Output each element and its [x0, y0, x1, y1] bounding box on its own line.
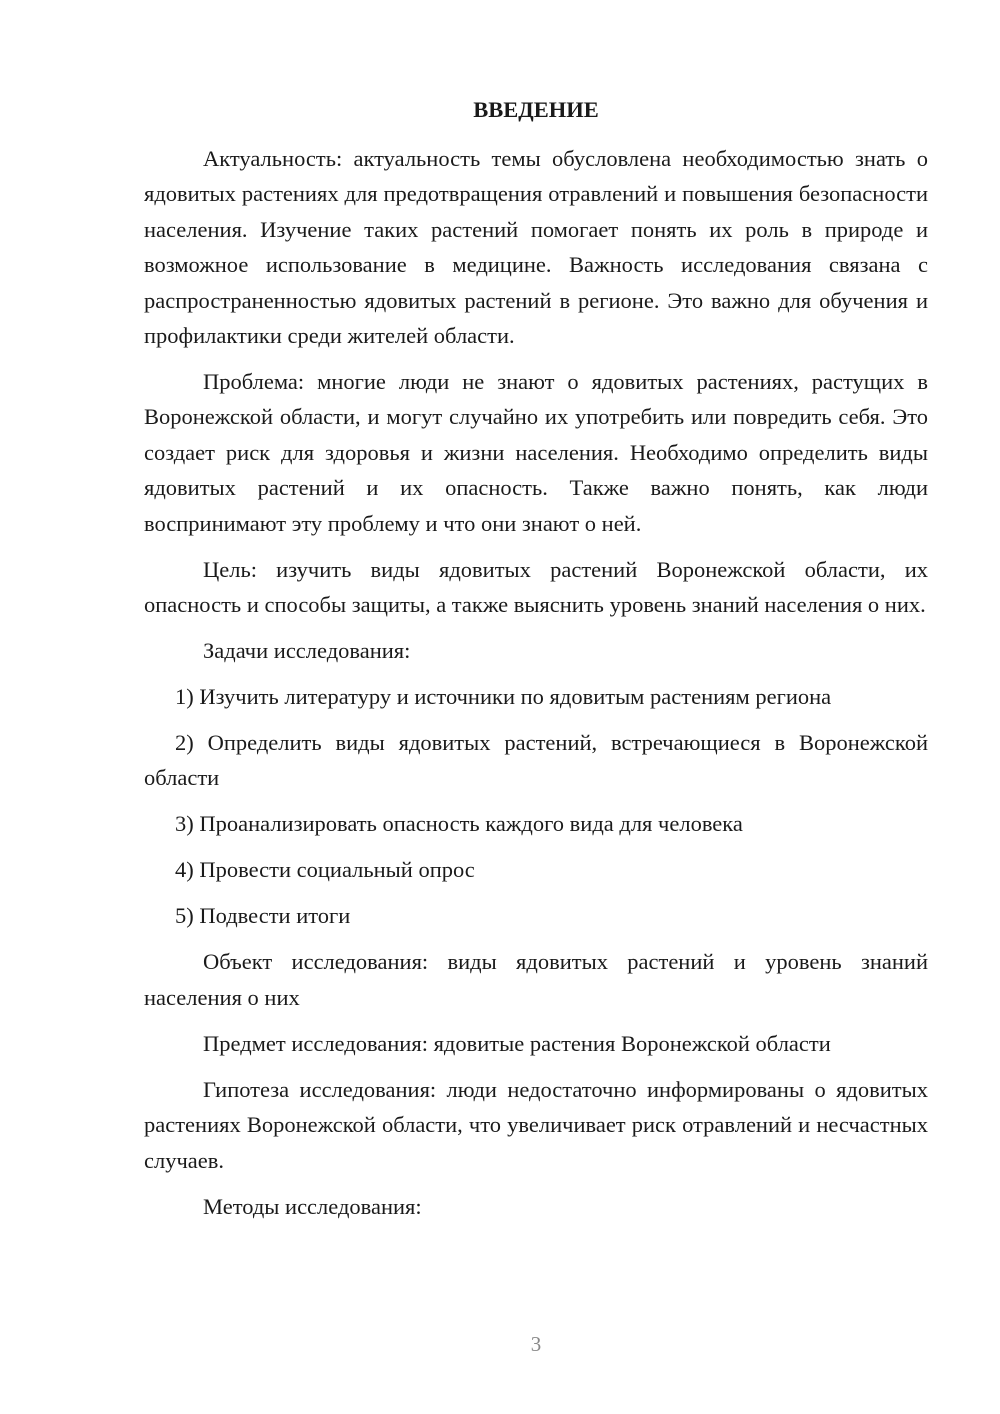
page-title: ВВЕДЕНИЕ	[473, 97, 599, 122]
paragraph-tasks-heading: Задачи исследования:	[203, 638, 411, 664]
task-item-5: 5) Подвести итоги	[175, 903, 351, 929]
page-number: 3	[530, 1332, 542, 1356]
paragraph-problem: Проблема: многие люди не знают о ядовитых растениях, растущих в Воронежской области, и могут случайно их употребить или повредить себя. Это создает риск для здоровья и жизни населения. Необходимо определить виды ядовитых растений и их опасность. Также важно понять, как люди воспринимают эту проблему и что они знают о ней.	[144, 369, 928, 536]
paragraph-relevance: Актуальность: актуальность темы обусловлена необходимостью знать о ядовитых растениях для предотвращения отравлений и повышения безопасности населения. Изучение таких растений помогает понять их роль в природе и возможное использование в медицине. Важность исследования связана с распространенностью ядовитых растений в регионе. Это важно для обучения и профилактики среди жителей области.	[144, 146, 928, 349]
paragraph-methods-heading: Методы исследования:	[203, 1193, 422, 1219]
task-item-4: 4) Провести социальный опрос	[175, 857, 475, 883]
document-body	[144, 141, 928, 1235]
paragraph-goal: Цель: изучить виды ядовитых растений Воронежской области, их опасность и способы защиты, а также выяснить уровень знаний населения о них.	[144, 556, 928, 618]
paragraph-hypothesis: Гипотеза исследования: люди недостаточно информированы о ядовитых растениях Воронежской области, что увеличивает риск отравлений и несчастных случаев.	[144, 1076, 928, 1173]
task-item-1: 1) Изучить литературу и источники по ядовитым растениям региона	[175, 684, 832, 710]
paragraph-subject: Предмет исследования: ядовитые растения Воронежской области	[203, 1030, 831, 1056]
task-item-3: 3) Проанализировать опасность каждого вида для человека	[175, 811, 743, 837]
paragraph-object: Объект исследования: виды ядовитых растений и уровень знаний населения о них	[144, 949, 928, 1010]
task-item-2: 2) Определить виды ядовитых растений, встречающиеся в Воронежской области	[144, 730, 928, 791]
